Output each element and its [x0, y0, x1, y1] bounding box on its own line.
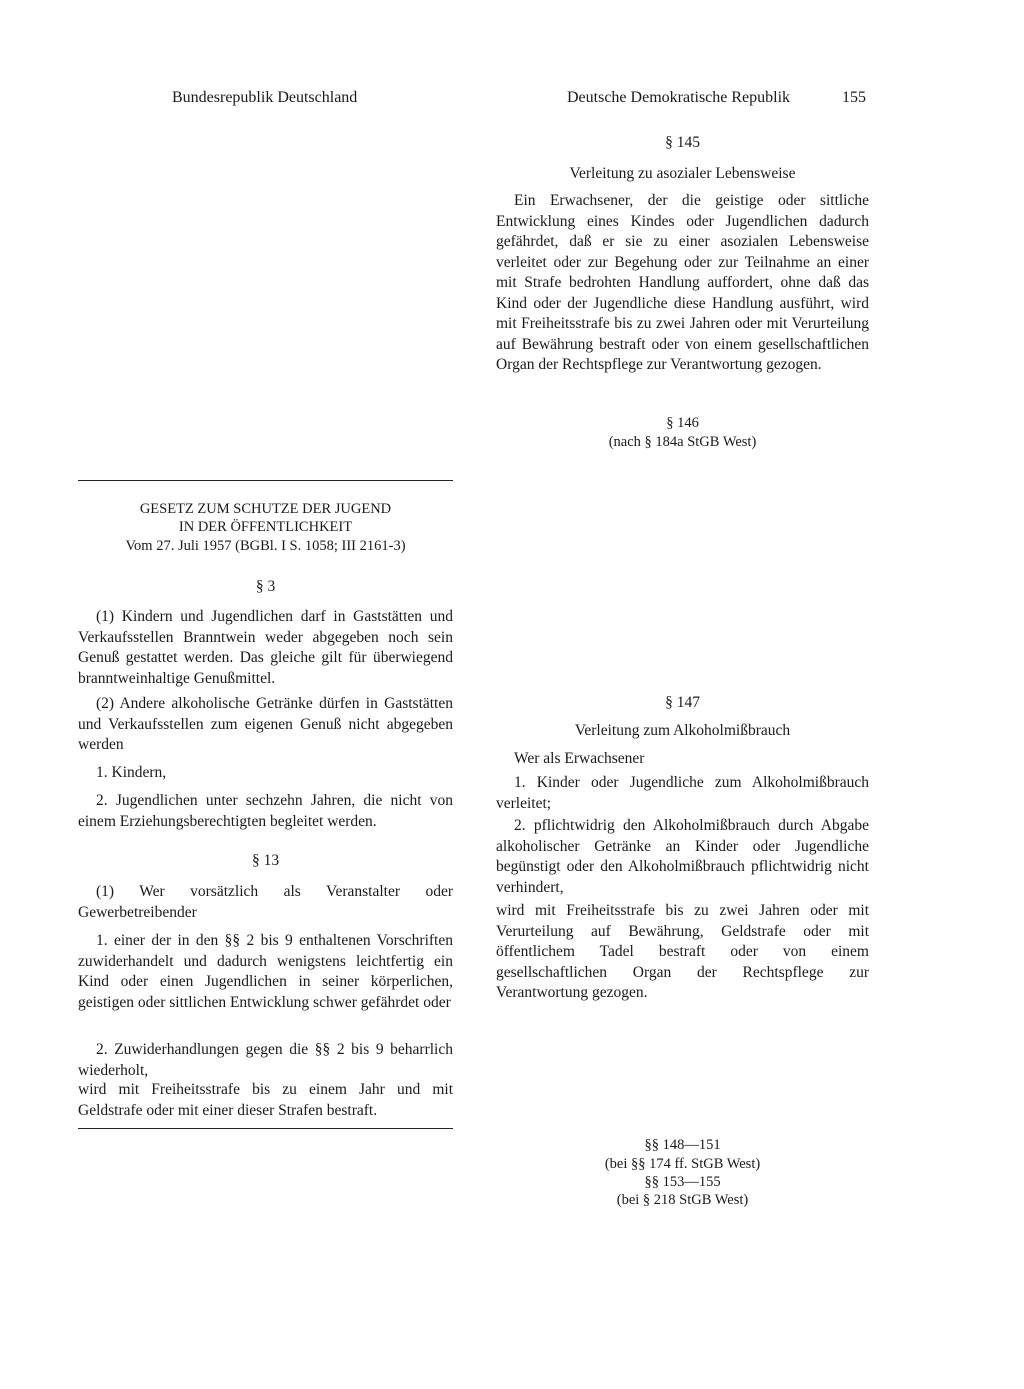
section-3-number: § 3 — [255, 578, 276, 595]
section-13-number: § 13 — [251, 852, 280, 869]
section-3-item-1: 1. Kindern, — [96, 764, 167, 781]
section-147-closing: wird mit Freiheitsstrafe bis zu zwei Jahren oder mit Verurteilung auf Bewährung, Geldstrafe oder mit öffentlichem Tadel bestraft oder von einem gesellschaftlichen Organ der Rechtspflege zur Verantwortung gezogen. — [496, 902, 869, 1001]
law-date: Vom 27. Juli 1957 (BGBl. I S. 1058; III 2161-3) — [125, 538, 406, 554]
section-3-paragraph-1: (1) Kindern und Jugendlichen darf in Gaststätten und Verkaufsstellen Branntwein weder abgegeben noch sein Genuß gestattet werden. Das gleiche gilt für überwiegend branntweinhaltige Genußmittel. — [78, 608, 453, 687]
section-147-intro: Wer als Erwachsener — [514, 750, 645, 767]
left-column-bottom-rule — [78, 1128, 453, 1129]
section-145-text: Ein Erwachsener, der die geistige oder sittliche Entwicklung eines Kindes oder Jugendlichen dadurch gefährdet, daß er sie zu einer asozialen Lebensweise verleitet oder zur Begehung oder zur Teilnahme an einer mit Strafe bedrohten Handlung auffordert, ohne daß das Kind oder der Jugendliche diese Handlung ausführt, wird mit Freiheitsstrafe bis zu zwei Jahren oder mit Verurteilung auf Bewährung bestraft oder von einem gesellschaftlichen Organ der Rechtspflege zur Verantwortung gezogen. — [496, 192, 869, 373]
section-13-item-2: 2. Zuwiderhandlungen gegen die §§ 2 bis 9 beharrlich wiederholt, — [78, 1041, 453, 1079]
reference-line-3: §§ 153—155 — [644, 1174, 721, 1190]
section-147-title: Verleitung zum Alkoholmißbrauch — [574, 722, 791, 739]
running-header-right: Deutsche Demokratische Republik — [567, 89, 791, 106]
section-147-item-1: 1. Kinder oder Jugendliche zum Alkoholmißbrauch verleitet; — [496, 774, 869, 812]
left-column-top-rule — [78, 480, 453, 481]
section-146-number: § 146 — [666, 415, 699, 431]
reference-line-2: (bei §§ 174 ff. StGB West) — [604, 1156, 761, 1172]
section-13-item-1: 1. einer der in den §§ 2 bis 9 enthaltenen Vorschriften zuwiderhandelt und dadurch wenigstens leichtfertig ein Kind oder einen Jugendlichen in seiner körperlichen, geistigen oder sittlichen Entwicklung schwer gefährdet oder — [78, 932, 453, 1011]
law-title-line-2: IN DER ÖFFENTLICHKEIT — [178, 519, 353, 535]
running-header-left: Bundesrepublik Deutschland — [172, 89, 358, 106]
law-title-line-1: GESETZ ZUM SCHUTZE DER JUGEND — [139, 501, 392, 517]
section-145-title: Verleitung zu asozialer Lebensweise — [569, 165, 796, 182]
section-3-paragraph-2: (2) Andere alkoholische Getränke dürfen in Gaststätten und Verkaufsstellen zum eigenen Genuß nicht abgegeben werden — [78, 695, 453, 753]
section-146-reference: (nach § 184a StGB West) — [608, 434, 757, 450]
reference-line-1: §§ 148—151 — [644, 1137, 721, 1153]
reference-line-4: (bei § 218 StGB West) — [616, 1192, 749, 1208]
page-number: 155 — [842, 89, 866, 106]
section-147-number: § 147 — [665, 694, 700, 711]
section-13-paragraph-1: (1) Wer vorsätzlich als Veranstalter oder Gewerbetreibender — [78, 883, 453, 921]
section-3-item-2: 2. Jugendlichen unter sechzehn Jahren, die nicht von einem Erziehungsberechtigten begleitet werden. — [78, 792, 453, 830]
section-13-closing: wird mit Freiheitsstrafe bis zu einem Jahr und mit Geldstrafe oder mit einer dieser Strafen bestraft. — [78, 1081, 453, 1119]
section-145-number: § 145 — [665, 134, 700, 151]
section-147-item-2: 2. pflichtwidrig den Alkoholmißbrauch durch Abgabe alkoholischer Getränke an Kinder oder Jugendliche begünstigt oder den Alkoholmißbrauch pflichtwidrig nicht verhindert, — [496, 817, 869, 896]
